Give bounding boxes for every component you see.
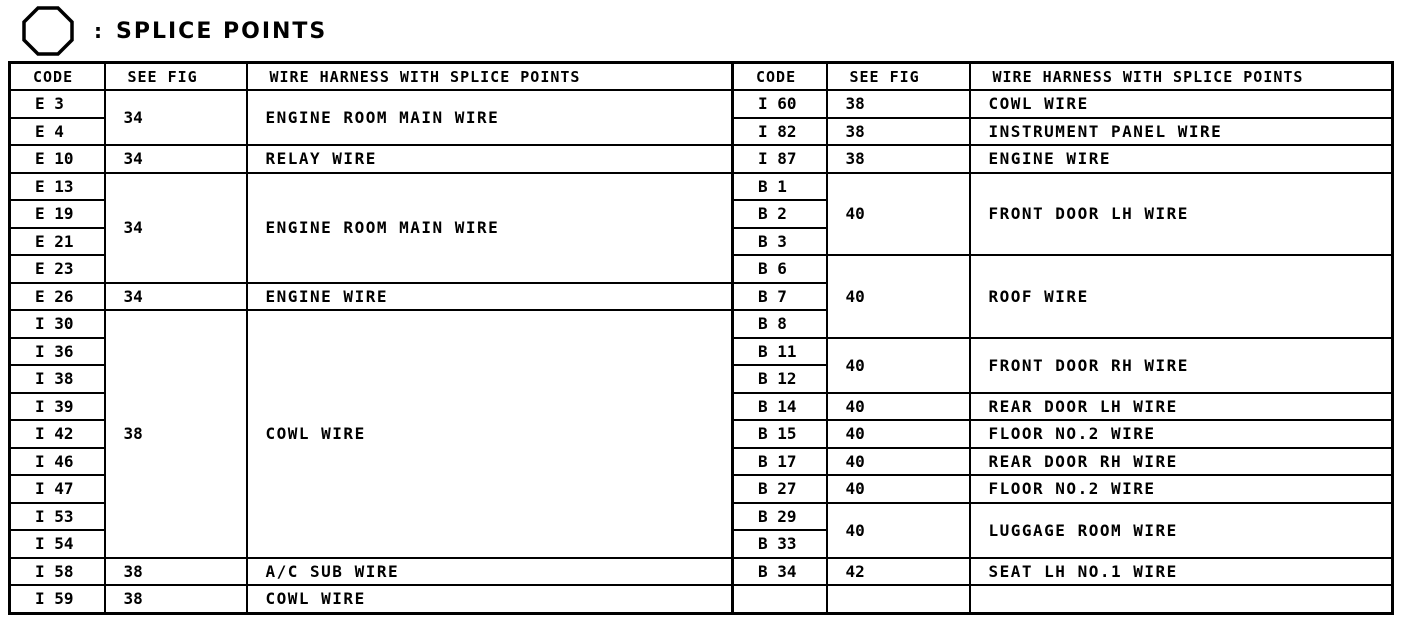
legend (22, 6, 327, 56)
header-code: CODE (10, 63, 105, 91)
right-code: B 8 (733, 310, 827, 338)
right-see-fig: 38 (827, 90, 970, 118)
right-code: B 11 (733, 338, 827, 366)
left-see-fig: 38 (105, 558, 247, 586)
left-see-fig: 34 (105, 173, 247, 283)
left-harness: COWL WIRE (247, 310, 733, 558)
right-harness: LUGGAGE ROOM WIRE (970, 503, 1393, 558)
right-harness: FLOOR NO.2 WIRE (970, 420, 1393, 448)
right-see-fig: 40 (827, 255, 970, 338)
left-see-fig: 38 (105, 585, 247, 613)
right-see-fig: 40 (827, 420, 970, 448)
left-harness: ENGINE ROOM MAIN WIRE (247, 173, 733, 283)
right-code: B 17 (733, 448, 827, 476)
right-harness: REAR DOOR RH WIRE (970, 448, 1393, 476)
right-code: B 3 (733, 228, 827, 256)
right-see-fig: 38 (827, 145, 970, 173)
right-code: B 7 (733, 283, 827, 311)
left-code: I 46 (10, 448, 105, 476)
left-code: I 39 (10, 393, 105, 421)
table-row (10, 585, 1393, 613)
right-code: B 33 (733, 530, 827, 558)
left-code: E 26 (10, 283, 105, 311)
right-see-fig: 40 (827, 448, 970, 476)
left-code: E 19 (10, 200, 105, 228)
left-harness: A/C SUB WIRE (247, 558, 733, 586)
right-harness: ROOF WIRE (970, 255, 1393, 338)
left-code: E 23 (10, 255, 105, 283)
right-code: B 15 (733, 420, 827, 448)
right-harness: REAR DOOR LH WIRE (970, 393, 1393, 421)
header-code: CODE (733, 63, 827, 91)
right-code: B 2 (733, 200, 827, 228)
right-code: B 27 (733, 475, 827, 503)
left-see-fig: 34 (105, 90, 247, 145)
right-harness: COWL WIRE (970, 90, 1393, 118)
right-see-fig: 40 (827, 503, 970, 558)
right-code: B 12 (733, 365, 827, 393)
right-code: B 14 (733, 393, 827, 421)
right-see-fig: 38 (827, 118, 970, 146)
right-see-fig: 40 (827, 173, 970, 256)
table-row (10, 558, 1393, 586)
left-code: I 36 (10, 338, 105, 366)
left-harness: RELAY WIRE (247, 145, 733, 173)
right-see-fig: 42 (827, 558, 970, 586)
header-see-fig: SEE FIG (827, 63, 970, 91)
header-wire-harness: WIRE HARNESS WITH SPLICE POINTS (247, 63, 733, 91)
right-code: B 1 (733, 173, 827, 201)
left-harness: ENGINE WIRE (247, 283, 733, 311)
header-see-fig: SEE FIG (105, 63, 247, 91)
right-code: I 82 (733, 118, 827, 146)
left-code: I 38 (10, 365, 105, 393)
splice-table (8, 61, 1394, 615)
left-code: I 59 (10, 585, 105, 613)
left-code: I 30 (10, 310, 105, 338)
table-row (10, 173, 1393, 201)
right-see-fig-empty (827, 585, 970, 613)
left-code: E 4 (10, 118, 105, 146)
right-harness: FRONT DOOR LH WIRE (970, 173, 1393, 256)
right-see-fig: 40 (827, 393, 970, 421)
right-see-fig: 40 (827, 338, 970, 393)
header-wire-harness: WIRE HARNESS WITH SPLICE POINTS (970, 63, 1393, 91)
table-row (10, 90, 1393, 118)
right-code: B 6 (733, 255, 827, 283)
right-code: B 34 (733, 558, 827, 586)
table-header-row (10, 63, 1393, 91)
left-code: E 3 (10, 90, 105, 118)
right-code: I 87 (733, 145, 827, 173)
left-code: I 42 (10, 420, 105, 448)
table-row (10, 145, 1393, 173)
left-code: E 10 (10, 145, 105, 173)
left-code: I 53 (10, 503, 105, 531)
page-title: SPLICE POINTS (116, 18, 328, 44)
left-harness: COWL WIRE (247, 585, 733, 613)
right-harness-empty (970, 585, 1393, 613)
left-code: I 47 (10, 475, 105, 503)
left-code: E 21 (10, 228, 105, 256)
right-code-empty (733, 585, 827, 613)
right-harness: INSTRUMENT PANEL WIRE (970, 118, 1393, 146)
right-code: B 29 (733, 503, 827, 531)
legend-separator: : (94, 19, 102, 43)
left-code: E 13 (10, 173, 105, 201)
right-harness: FLOOR NO.2 WIRE (970, 475, 1393, 503)
octagon-icon (22, 6, 74, 56)
right-code: I 60 (733, 90, 827, 118)
left-see-fig: 38 (105, 310, 247, 558)
left-see-fig: 34 (105, 283, 247, 311)
right-see-fig: 40 (827, 475, 970, 503)
left-code: I 58 (10, 558, 105, 586)
left-harness: ENGINE ROOM MAIN WIRE (247, 90, 733, 145)
right-harness: ENGINE WIRE (970, 145, 1393, 173)
right-harness: FRONT DOOR RH WIRE (970, 338, 1393, 393)
right-harness: SEAT LH NO.1 WIRE (970, 558, 1393, 586)
left-see-fig: 34 (105, 145, 247, 173)
left-code: I 54 (10, 530, 105, 558)
